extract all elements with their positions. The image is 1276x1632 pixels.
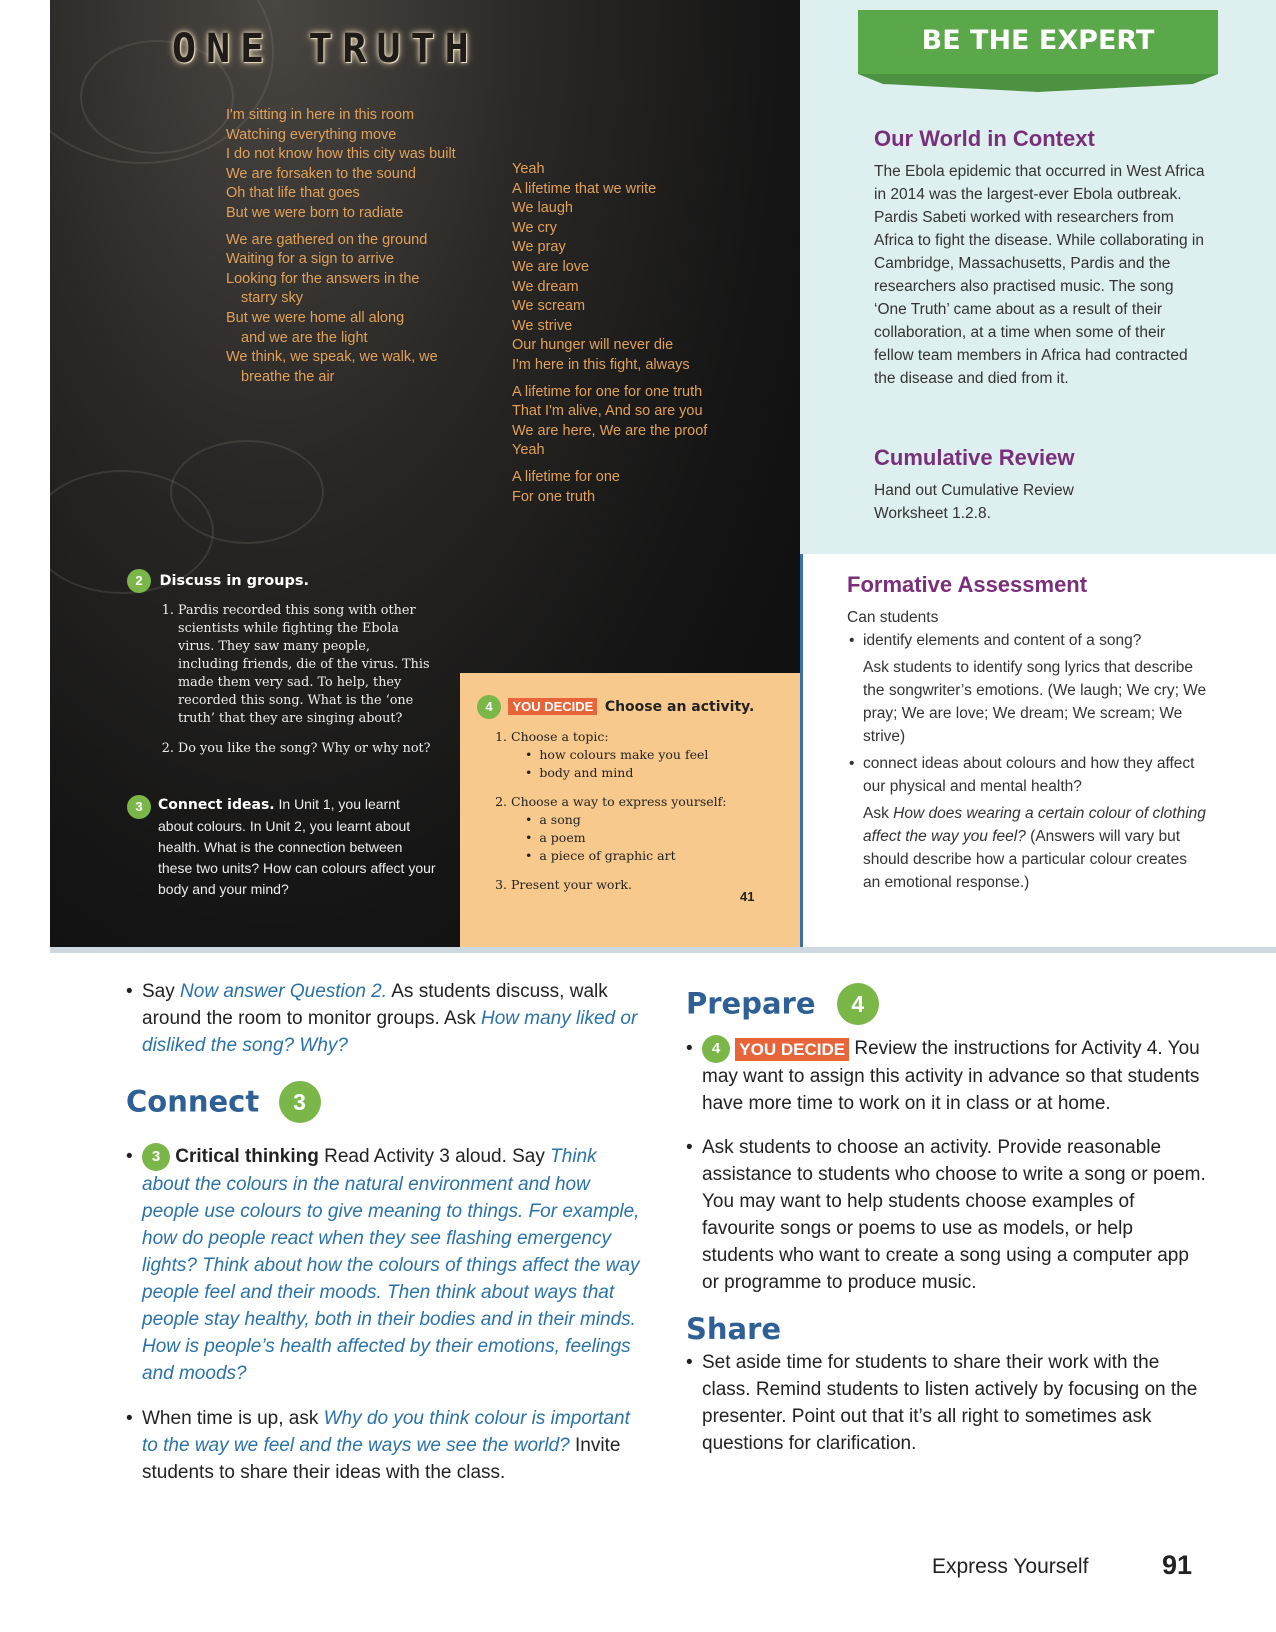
review-text: Hand out Cumulative Review Worksheet 1.2.8.: [874, 482, 1074, 522]
lyric-line: We are forsaken to the sound: [226, 165, 416, 182]
lyric-stanza: [226, 231, 486, 388]
step-label: Choose a topic:: [511, 729, 609, 744]
lyric-line: We are here, We are the proof: [512, 422, 708, 439]
note-bullet: [126, 978, 646, 1059]
activity-4-heading: [477, 695, 754, 719]
activity-3-badge-wrap: [127, 795, 151, 819]
note-bullet: [686, 1035, 1206, 1117]
formative-bullet: • connect ideas about colours and how they affect our physical and mental health?: [847, 752, 1207, 798]
lyric-line: We think, we speak, we walk, we: [226, 349, 438, 366]
formative-sub: [847, 802, 1207, 894]
question-item: 1. Pardis recorded this song with other scientists while fighting the Ebola virus. They saw many people, including friends, die of the virus. This made them very sad. To help, they recorded this song. What is the ‘one truth’ that they are singing about?: [178, 602, 433, 728]
activity-number-badge: 4: [477, 695, 501, 719]
lyric-stanza: [512, 383, 772, 461]
option-item: • a piece of graphic art: [525, 847, 791, 865]
sub-suffix: (Answers will vary but should describe how a particular colour creates an emotional response.): [863, 828, 1187, 891]
share-heading: Share: [686, 1312, 782, 1346]
activity-4-title: Choose an activity.: [604, 699, 755, 715]
note-bullet: • Ask students to choose an activity. Provide reasonable assistance to students who choose to write a song or poem. You may want to help students choose examples of favourite songs or poems to use as models, or help students who want to create a song using a computer app or programme to produce music.: [686, 1134, 1206, 1296]
activity-3-text: [158, 794, 438, 900]
activity-number-badge: 4: [702, 1035, 730, 1063]
option-item: • a poem: [525, 829, 791, 847]
note-text: Read Activity 3 aloud. Say: [318, 1146, 551, 1168]
notes-left-column: [126, 978, 646, 1486]
say-text: Why do you think colour is important to the way we feel and the ways we see the world?: [142, 1408, 630, 1456]
say-text: Think about the colours in the natural environment and how people use colours to give meaning to things. For example, how do people react when they see flashing emergency lights? Think about how the colours of things affect the way people feel and their moods. Then think about ways that people stay healthy, both in their bodies and in their minds. How is people’s health affected by their emotions, feelings and moods?: [142, 1146, 640, 1384]
review-heading: Cumulative Review: [874, 445, 1075, 470]
lyric-stanza: [512, 468, 772, 507]
lyric-line: But we were born to radiate: [226, 204, 404, 221]
say-text: How many liked or disliked the song? Why?: [142, 1008, 638, 1056]
formative-body: [847, 606, 1207, 898]
section-divider: [50, 947, 1276, 953]
lyric-line: A lifetime for one: [512, 468, 620, 485]
lyric-line: We scream: [512, 298, 586, 315]
option-item: • body and mind: [525, 764, 791, 782]
lyric-line: and we are the light: [241, 329, 368, 346]
you-decide-tag: YOU DECIDE: [508, 698, 597, 715]
option-item: • a song: [525, 811, 791, 829]
option-item: • how colours make you feel: [525, 746, 791, 764]
lyric-line: Watching everything move: [226, 126, 397, 143]
student-page-number: 41: [740, 889, 755, 904]
formative-sub-wrap: [847, 802, 1207, 894]
lyric-stanza: [512, 160, 772, 376]
drum-decoration: [170, 440, 324, 544]
lyric-line: Our hunger will never die: [512, 337, 674, 354]
note-text: Say: [142, 981, 181, 1002]
connect-heading: Connect: [126, 1084, 260, 1119]
lyric-line: A lifetime for one for one truth: [512, 383, 703, 400]
note-bullet: [126, 1405, 646, 1486]
step-item: [511, 728, 791, 782]
activity-3-body: In Unit 1, you learnt about colours. In Unit 2, you learnt about health. What is the connection between these two units? How can colours affect your body and your mind?: [158, 796, 436, 897]
formative-bullet: • identify elements and content of a song?: [847, 629, 1207, 652]
note-text: When time is up, ask: [142, 1408, 324, 1429]
lyric-line: I'm here in this fight, always: [512, 356, 690, 373]
note-text: As students discuss, walk around the room to monitor groups. Ask: [142, 981, 608, 1029]
footer-page-number: 91: [1162, 1550, 1193, 1580]
step-item: [511, 793, 791, 865]
say-text: Now answer Question 2.: [180, 981, 388, 1002]
you-decide-box: [460, 673, 800, 948]
lyrics-left-column: [226, 106, 486, 394]
lyric-line: Yeah: [512, 442, 545, 459]
prepare-number-badge: 4: [837, 983, 879, 1025]
activity-number-badge: 3: [142, 1143, 170, 1171]
prepare-heading: Prepare: [686, 986, 816, 1021]
formative-heading: Formative Assessment: [847, 572, 1088, 597]
lyric-line: We strive: [512, 317, 573, 334]
sub-question: How does wearing a certain colour of clothing affect the way you feel?: [863, 805, 1206, 845]
lyric-line: We dream: [512, 278, 579, 295]
lyric-line: I'm sitting in here in this room: [226, 107, 415, 123]
activity-number-badge: 2: [127, 569, 151, 593]
activity-number-badge: 3: [127, 795, 151, 819]
lyric-line: But we were home all along: [226, 309, 405, 326]
sub-prefix: Ask: [863, 805, 894, 822]
lyric-line: We are love: [512, 258, 590, 275]
lyric-line: breathe the air: [241, 368, 335, 385]
lyric-line: For one truth: [512, 488, 596, 505]
lyric-line: A lifetime that we write: [512, 180, 657, 197]
lyric-line: We laugh: [512, 200, 573, 217]
activity-2-heading: [127, 569, 309, 593]
lyric-line: Yeah: [512, 161, 545, 177]
activity-3-title: Connect ideas.: [158, 797, 275, 813]
lyric-line: We pray: [512, 239, 566, 256]
formative-sub-wrap: [847, 656, 1207, 748]
note-bullet: [126, 1143, 646, 1387]
lyric-line: Oh that life that goes: [226, 185, 360, 202]
connect-heading-row: [126, 1081, 646, 1131]
prepare-heading-row: [686, 983, 1206, 1029]
lyric-line: Waiting for a sign to arrive: [226, 251, 394, 268]
activity-2-questions: [158, 602, 433, 770]
note-bullet: • Set aside time for students to share their work with the class. Remind students to listen actively by focusing on the presenter. Point out that it’s all right to sometimes ask questions for clarification.: [686, 1349, 1206, 1457]
lyric-stanza: [226, 106, 486, 224]
question-item: 2. Do you like the song? Why or why not?: [178, 740, 433, 758]
lyric-line: I do not know how this city was built: [226, 146, 456, 163]
activity-4-steps: [491, 728, 791, 905]
be-the-expert-banner: [858, 10, 1218, 74]
note-text: Review the instructions for Activity 4. You may want to assign this activity in advance so that students have more time to work on it in class or at home.: [702, 1038, 1200, 1114]
lyrics-right-column: [512, 160, 772, 514]
critical-thinking-label: Critical thinking: [175, 1146, 319, 1168]
footer-unit-label: Express Yourself: [932, 1555, 1089, 1578]
banner-point: [858, 74, 1218, 92]
connect-number-badge: 3: [279, 1081, 321, 1123]
step-label: Choose a way to express yourself:: [511, 794, 727, 809]
you-decide-tag: YOU DECIDE: [735, 1038, 849, 1061]
formative-sub: Ask students to identify song lyrics that describe the songwriter’s emotions. (We laugh; We cry; We pray; We are love; We dream; We scream; We strive): [863, 659, 1207, 745]
song-title: ONE TRUTH: [172, 26, 479, 72]
lyric-line: We cry: [512, 219, 557, 236]
lyric-line: Looking for the answers in the: [226, 270, 420, 287]
step-label: Present your work.: [511, 877, 632, 892]
banner-title: BE THE EXPERT: [921, 25, 1155, 56]
banner-point-shape: [858, 74, 1218, 92]
formative-list: [847, 629, 1207, 894]
activity-2-title: Discuss in groups.: [159, 573, 309, 589]
lyric-line: starry sky: [241, 290, 304, 307]
formative-intro: Can students: [847, 609, 939, 626]
note-text: Invite students to share their ideas with the class.: [142, 1435, 621, 1483]
context-heading: Our World in Context: [874, 126, 1095, 151]
context-text: The Ebola epidemic that occurred in West Africa in 2014 was the largest-ever Ebola outbreak. Pardis Sabeti worked with researchers from Africa to fight the disease. While collaborating in Cambridge, Massachusetts, Pardis and the researchers also practised music. The song ‘One Truth’ came about as a result of their collaboration, at a time when some of their fellow team members in Africa had contracted the disease and died from it.: [874, 163, 1205, 387]
lyric-line: We are gathered on the ground: [226, 231, 428, 248]
notes-right-column: [686, 983, 1206, 1457]
lyric-line: That I'm alive, And so are you: [512, 403, 703, 420]
